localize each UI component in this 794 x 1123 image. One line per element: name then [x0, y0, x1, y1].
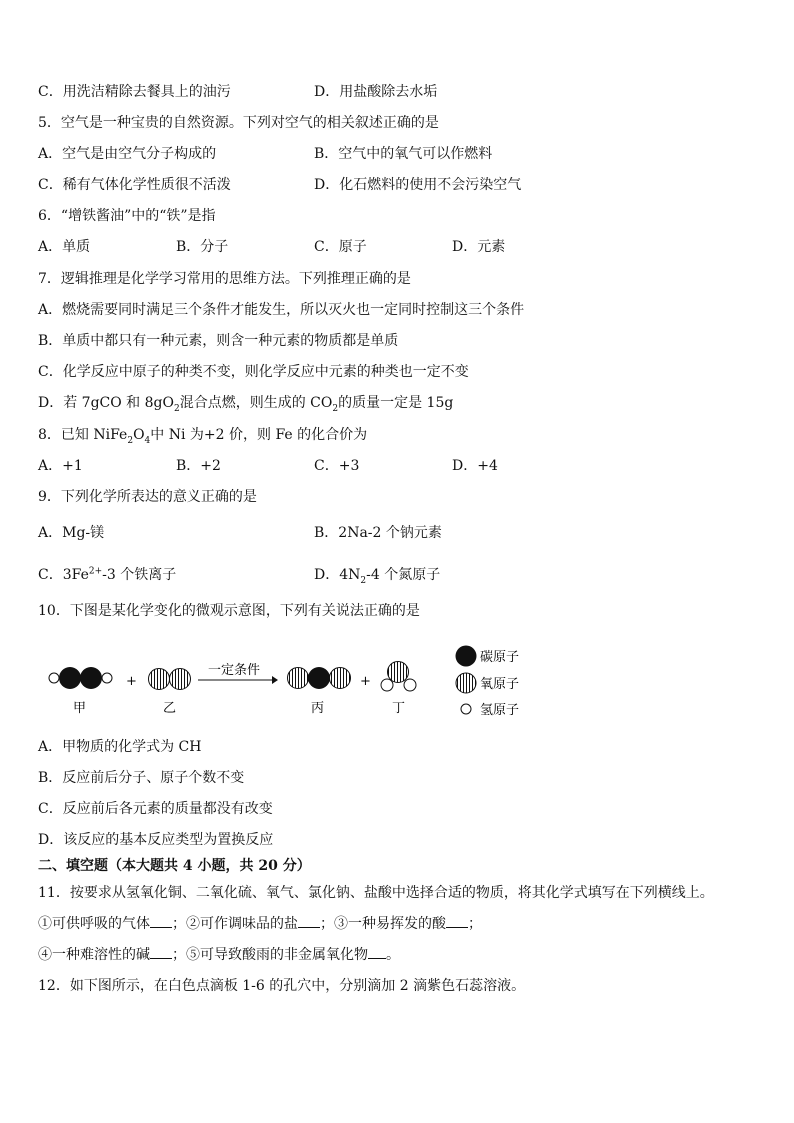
oxygen-atom [288, 668, 309, 689]
q6-option-c: C．原子 [314, 239, 367, 255]
q10-option-d: D．该反应的基本反应类型为置换反应 [38, 832, 274, 848]
q7-option-c: C．化学反应中原子的种类不变，则化学反应中元素的种类也一定不变 [38, 364, 469, 380]
q11-part-5-end: 。 [386, 947, 400, 963]
plus-sign-2: + [360, 674, 371, 689]
q7-option-b: B．单质中都只有一种元素，则含一种元素的物质都是单质 [38, 333, 399, 349]
legend-oxygen-icon [456, 673, 476, 693]
label-ding: 丁 [392, 701, 406, 716]
section-2-title: 二、填空题（本大题共 4 小题，共 20 分） [38, 858, 311, 874]
q11-part-5: ；⑤可导致酸雨的非金属氧化物 [172, 947, 368, 963]
label-yi: 乙 [163, 701, 177, 716]
q8-option-a: A．+1 [38, 458, 83, 474]
q9-c-sup: 2+ [88, 566, 103, 577]
q9-d-sub: 2 [360, 575, 367, 586]
q4-option-d: D．用盐酸除去水垢 [314, 84, 438, 100]
answer-blank[interactable] [298, 915, 320, 928]
legend-hydrogen-label: 氢原子 [480, 703, 520, 718]
oxygen-atom [388, 662, 409, 683]
q9-option-b: B．2Na-2 个钠元素 [314, 525, 442, 541]
q10-option-b: B．反应前后分子、原子个数不变 [38, 770, 245, 786]
oxygen-atom [330, 668, 351, 689]
q8-option-d: D．+4 [452, 458, 498, 474]
q11-part-2: ；②可作调味品的盐 [172, 916, 298, 932]
hydrogen-atom [102, 673, 112, 683]
q7-d-sub-2: 2 [332, 403, 339, 414]
q7-d-text-3: 的质量一定是 15g [338, 395, 454, 411]
hydrogen-atom [404, 679, 416, 691]
q6-option-a: A．单质 [38, 239, 91, 255]
arrow-head-icon [272, 676, 278, 684]
answer-blank[interactable] [150, 946, 172, 959]
q9-option-a: A．Mg-镁 [38, 525, 105, 541]
hydrogen-atom [49, 673, 59, 683]
carbon-atom [59, 667, 81, 689]
q8-stem-text-1: 8．已知 NiFe [38, 427, 128, 443]
q8-option-c: C．+3 [314, 458, 360, 474]
q11-part-3-end: ； [468, 916, 482, 932]
hydrogen-atom [381, 679, 393, 691]
q6-stem: 6．“增铁酱油”中的“铁”是指 [38, 208, 216, 224]
q5-option-c: C．稀有气体化学性质很不活泼 [38, 177, 231, 193]
q5-option-d: D．化石燃料的使用不会污染空气 [314, 177, 522, 193]
q6-option-d: D．元素 [452, 239, 506, 255]
q8-stem-sub-2: 4 [144, 435, 151, 446]
molecule-jia [49, 667, 112, 689]
molecule-bing [288, 667, 351, 689]
legend-carbon-icon [456, 646, 477, 667]
q11-line-1 [38, 915, 482, 933]
answer-blank[interactable] [150, 915, 172, 928]
label-jia: 甲 [73, 701, 87, 716]
q8-stem-text-2: 中 Ni 为+2 价，则 Fe 的化合价为 [150, 427, 368, 443]
q11-part-4: ④一种难溶性的碱 [38, 947, 150, 963]
q7-d-text-1: D．若 7gCO 和 8gO [38, 395, 174, 411]
q8-stem-sub-1: 2 [127, 435, 134, 446]
plus-sign-1: + [126, 674, 137, 689]
q7-stem: 7．逻辑推理是化学学习常用的思维方法。下列推理正确的是 [38, 271, 411, 287]
molecule-ding [381, 662, 416, 692]
oxygen-atom [149, 669, 170, 690]
q11-part-1: ①可供呼吸的气体 [38, 916, 150, 932]
q5-option-a: A．空气是由空气分子构成的 [38, 146, 217, 162]
diagram-legend [456, 646, 520, 719]
q9-d-text-2: -4 个氮原子 [366, 567, 441, 583]
arrow-condition-label: 一定条件 [208, 663, 261, 678]
q7-option-a: A．燃烧需要同时满足三个条件才能发生，所以灭火也一定同时控制这三个条件 [38, 302, 525, 318]
q5-stem: 5．空气是一种宝贵的自然资源。下列对空气的相关叙述正确的是 [38, 115, 439, 131]
q7-d-sub-1: 2 [173, 403, 180, 414]
molecule-yi [149, 669, 191, 690]
q10-stem: 10．下图是某化学变化的微观示意图，下列有关说法正确的是 [38, 603, 420, 619]
answer-blank[interactable] [368, 946, 386, 959]
q5-option-b: B．空气中的氧气可以作燃料 [314, 146, 493, 162]
q8-stem-o: O [133, 427, 145, 443]
q8-option-b: B．+2 [176, 458, 221, 474]
q11-part-3: ；③一种易挥发的酸 [320, 916, 446, 932]
q4-option-c: C．用洗洁精除去餐具上的油污 [38, 84, 231, 100]
q11-stem: 11．按要求从氢氧化铜、二氧化硫、氧气、氯化钠、盐酸中选择合适的物质，将其化学式填写在下列横线上。 [38, 885, 714, 901]
q9-d-text-1: D．4N [314, 567, 361, 583]
legend-hydrogen-icon [461, 704, 471, 714]
q9-c-text-1: C．3Fe [38, 567, 89, 583]
legend-carbon-label: 碳原子 [480, 650, 520, 665]
carbon-atom [80, 667, 102, 689]
q6-option-b: B．分子 [176, 239, 229, 255]
legend-oxygen-label: 氧原子 [480, 677, 520, 692]
q10-option-c: C．反应前后各元素的质量都没有改变 [38, 801, 273, 817]
oxygen-atom [170, 669, 191, 690]
carbon-atom [308, 667, 330, 689]
q7-d-text-2: 混合点燃，则生成的 CO [179, 395, 333, 411]
q12-stem: 12．如下图所示，在白色点滴板 1-6 的孔穴中，分别滴加 2 滴紫色石蕊溶液。 [38, 978, 526, 994]
answer-blank[interactable] [446, 915, 468, 928]
q9-stem: 9．下列化学所表达的意义正确的是 [38, 489, 257, 505]
q11-line-2 [38, 946, 400, 964]
q10-option-a: A．甲物质的化学式为 CH [38, 739, 202, 755]
label-bing: 丙 [311, 701, 325, 716]
q9-c-text-2: -3 个铁离子 [102, 567, 177, 583]
